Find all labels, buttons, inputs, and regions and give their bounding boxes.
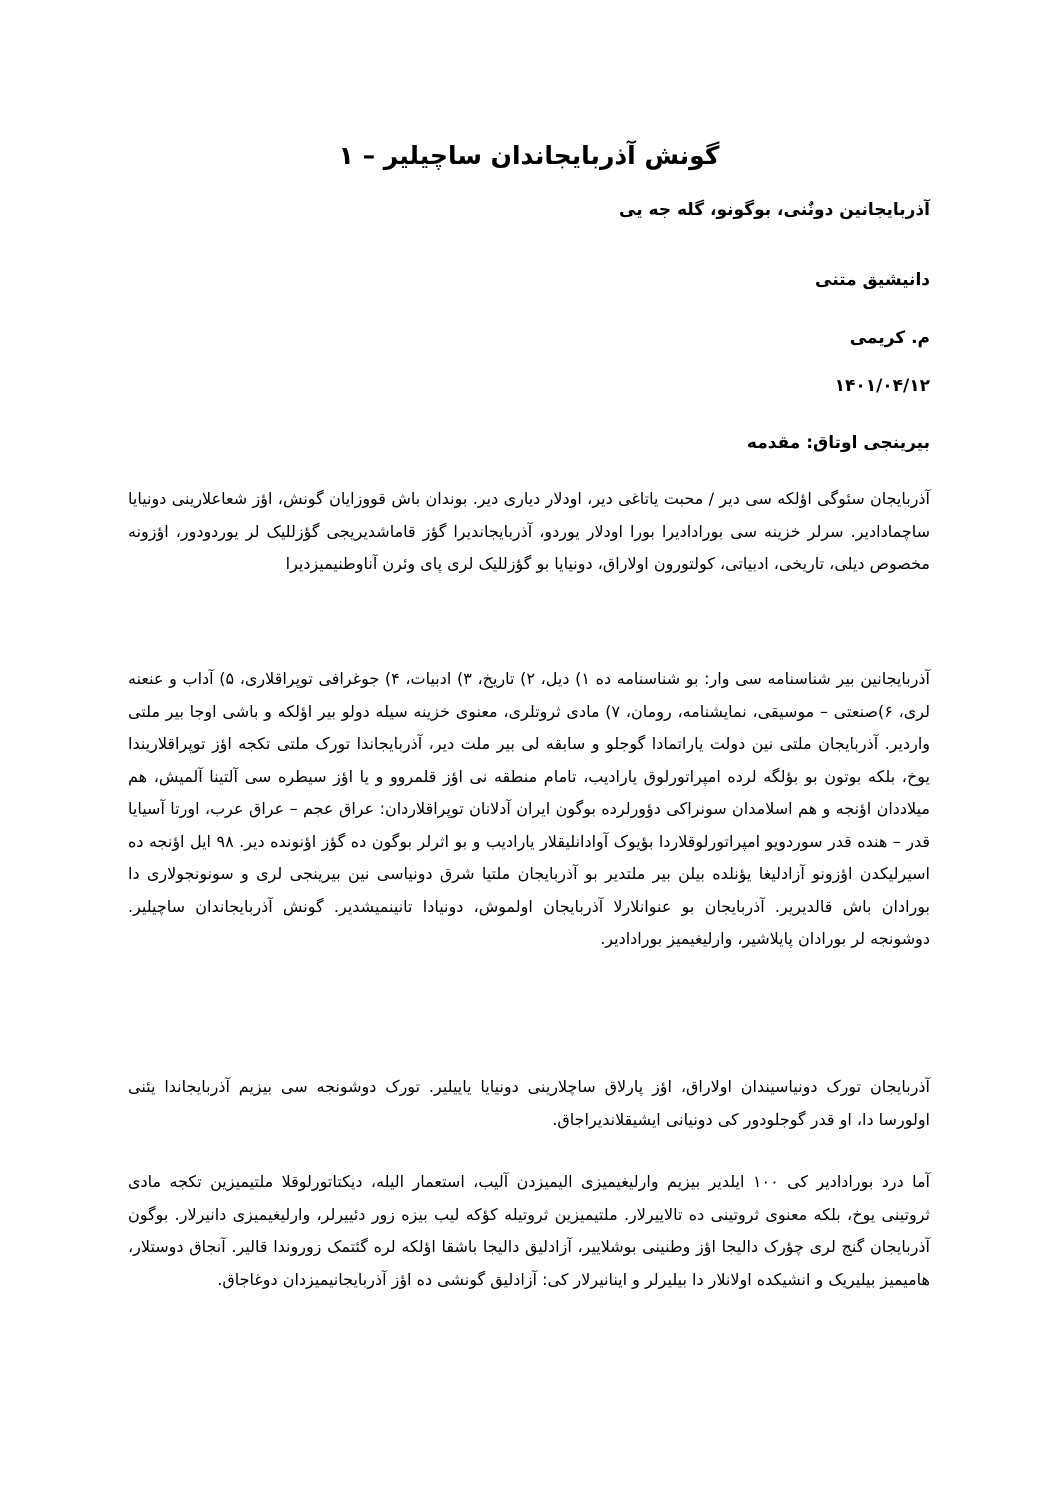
document-title: گونش آذربایجاندان ساچیلیر – ۱	[338, 141, 720, 170]
author-name: م. کریمی	[849, 328, 930, 348]
document-subtitle: آذربایجانین دونٌنی، بوگونو، گله جه یی	[619, 200, 930, 220]
paragraph-3: آذربایجان تورک دونیاسیندان اولاراق، اؤز پارلاق ساچلارینی دونیایا یاییلیر. تورک دوشونجه سی بیزیم آذربایجاندا یئنی اولورسا دا، او قدر گوجلودور کی دونیانی ایشیقلاندیراجاق.	[128, 1077, 930, 1129]
paragraph-2: آذربایجانین بیر شناسنامه سی وار: بو شناسنامه ده ۱) دیل، ۲) تاریخ، ۳) ادبیات، ۴) جوغرافی توپراقلاری، ۵) آداب و عنعنه لری، ۶)صنعتی – موسیقی، نمایشنامه، رومان، ۷) مادی ثروتلری، معنوی خزینه سیله دولو بیر اؤلکه و باشی اوجا بیر ملتی واردیر. آذربایجان ملتی نین دولت یاراتمادا گوجلو و سابقه لی بیر ملت دیر، آذربایجاندا تورک ملتی تکجه اؤز توپراقلاریندا یوخ، بلکه بوتون بو بؤلگه لرده امپراتورلوق یارادیب، تامام منطقه نی اؤز قلمروو و یا اؤز سیطره سی آلتینا آلمیش، هم میلاددان اؤنجه و هم اسلامدان سونراکی دؤورلرده بوگون ایران آدلانان توپراقلاردان: عراق عجم – عراق عرب، اورتا آسیایا قدر – هنده قدر سوردویو امپراتورلوقلاردا بؤیوک آوادانلیقلار یارادیب و بو اثرلر بوگون ده گؤز اؤنونده دیر. ۹۸ ایل اؤنجه ده اسیرلیکدن اؤزونو آزادلیغا یؤنلده بیلن بیر ملتدیر بو آذربایجان ملتیا شرق دونیاسی نین بیرینجی لری و سونونجولاری دا بورادان باش قالدیریر. آذربایجان بو عنوانلارلا آذربایجان اولموش، دونیادا تانینمیشدیر. گونش آذربایجاندان ساچیلیر. دوشونجه لر بورادان پایلاشیر، وارلیغیمیز بورادادیر.	[128, 669, 931, 948]
paragraph-4: آما درد بورادادیر کی ۱۰۰ ایلدیر بیزیم وارلیغیمیزی الیمیزدن آلیب، استعمار الیله، دیکتاتورلوقلا ملتیمیزین تکجه مادی ثروتینی یوخ، بلکه معنوی ثروتینی ده تالاییرلار. ملتیمیزین ثروتیله کؤکه لیب بیزه زور دئییرلر، وارلیغیمیزی دانیرلار. بوگون آذربایجان گنج لری چؤرک دالیجا اؤز وطنینی بوشلاییر، آزادلیق دالیجا باشقا اؤلکه لره گئتمک زوروندا قالیر. آنجاق دوستلار، هامیمیز بیلیریک و انشیکده اولانلار دا بیلیرلر و اینانیرلار کی: آزادلیق گونشی ده اؤز آذربایجانیمیزدان دوغاجاق.	[128, 1172, 931, 1289]
paragraph-1: آذربایجان سئوگی اؤلکه سی دیر / محبت یاتاغی دیر، اودلار دیاری دیر. بوندان باش قووزایان گونش، اؤز شعاعلارینی دونیایا ساچمادادیر. سرلر خزینه سی بورادادیرا بورا اودلار یوردو، آذربایجاندیرا گؤز قاماشدیریجی گؤزللیک لر یوردودور، اؤزونه مخصوص دیلی، تاریخی، ادبیاتی، کولتورون اولاراق، دونیایا بو گؤزللیک لری پای وئرن آناوطنیمیزدیرا	[128, 489, 930, 573]
text-type-label: دانیشیق متنی	[815, 270, 930, 290]
document-date: ۱۴۰۱/۰۴/۱۲	[834, 376, 930, 396]
section-heading: بیرینجی اوتاق: مقدمه	[746, 433, 930, 453]
